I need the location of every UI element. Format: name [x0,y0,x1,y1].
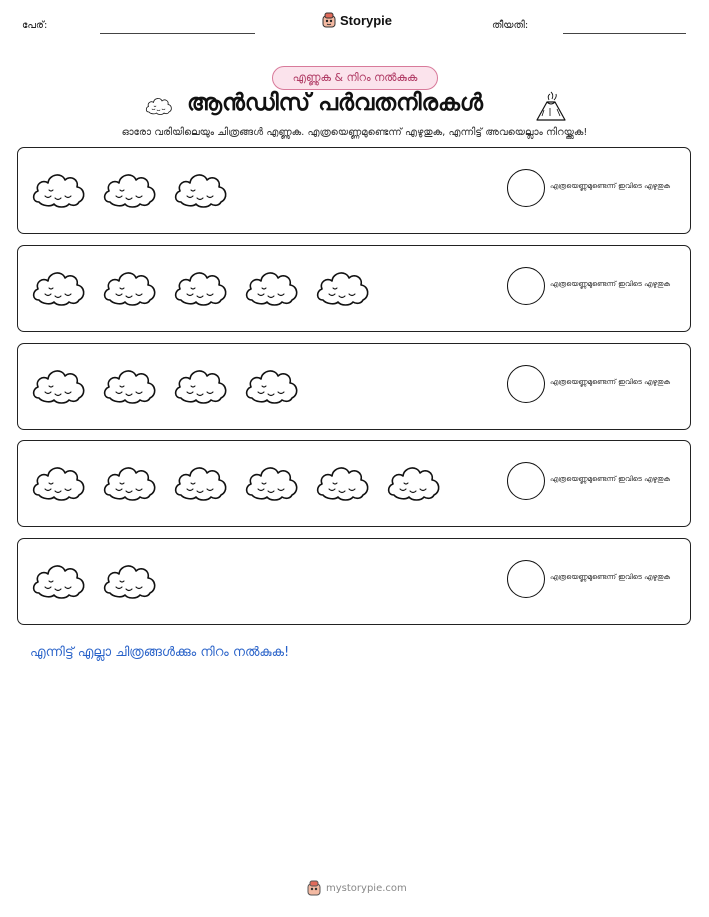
cloud-icon[interactable] [386,461,442,505]
cloud-icon[interactable] [31,364,87,408]
instructions: ഓരോ വരിയിലെയും ചിത്രങ്ങൾ എണ്ണുക. എത്രയെണ്ണമുണ്ടെന്ന് എഴുതുക, എന്നിട്ട് അവയെല്ലാം നിറയ്ക്കുക! [121,127,588,138]
count-row [17,538,691,625]
answer-circle[interactable] [507,365,545,403]
cloud-icon[interactable] [244,266,300,310]
site-url: mystorypie.com [326,882,407,894]
date-field[interactable] [563,33,686,34]
activity-badge: എണ്ണുക & നിറം നൽകുക [272,66,438,90]
count-row [17,245,691,332]
title-row [0,88,709,124]
count-row [17,343,691,430]
header [0,0,709,50]
site-footer [307,880,407,896]
storypie-logo-icon [322,12,336,28]
cloud-icon[interactable] [102,364,158,408]
cloud-icon[interactable] [31,168,87,212]
brand [322,12,392,28]
cloud-icon[interactable] [315,461,371,505]
cloud-icon[interactable] [315,266,371,310]
answer-circle[interactable] [507,462,545,500]
count-row [17,147,691,234]
answer-circle[interactable] [507,560,545,598]
volcano-icon [534,90,568,122]
cloud-icon[interactable] [31,461,87,505]
cloud-icon[interactable] [31,559,87,603]
cloud-icon[interactable] [173,168,229,212]
count-row [17,440,691,527]
answer-hint: എത്രയെണ്ണമുണ്ടെന്ന് ഇവിടെ എഴുതുക [550,182,671,190]
cloud-icon [145,95,173,117]
cloud-icon[interactable] [173,461,229,505]
cloud-icon[interactable] [244,364,300,408]
storypie-logo-icon [307,880,321,896]
date-label: തീയതി: [492,20,529,31]
answer-hint: എത്രയെണ്ണമുണ്ടെന്ന് ഇവിടെ എഴുതുക [550,475,671,483]
answer-hint: എത്രയെണ്ണമുണ്ടെന്ന് ഇവിടെ എഴുതുക [550,573,671,581]
name-field[interactable] [100,33,255,34]
cloud-icon[interactable] [173,266,229,310]
cloud-icon[interactable] [102,559,158,603]
footer-instruction: എന്നിട്ട് എല്ലാ ചിത്രങ്ങൾക്കും നിറം നൽകുക! [30,645,290,660]
answer-circle[interactable] [507,267,545,305]
cloud-icon[interactable] [102,266,158,310]
cloud-icon[interactable] [31,266,87,310]
cloud-icon[interactable] [102,461,158,505]
cloud-icon[interactable] [244,461,300,505]
answer-circle[interactable] [507,169,545,207]
cloud-icon[interactable] [173,364,229,408]
name-label: പേര്: [22,20,48,31]
cloud-icon[interactable] [102,168,158,212]
answer-hint: എത്രയെണ്ണമുണ്ടെന്ന് ഇവിടെ എഴുതുക [550,378,671,386]
brand-name: Storypie [340,12,393,28]
page-title: ആൻഡിസ് പർവതനിരകൾ [187,90,484,116]
answer-hint: എത്രയെണ്ണമുണ്ടെന്ന് ഇവിടെ എഴുതുക [550,280,671,288]
